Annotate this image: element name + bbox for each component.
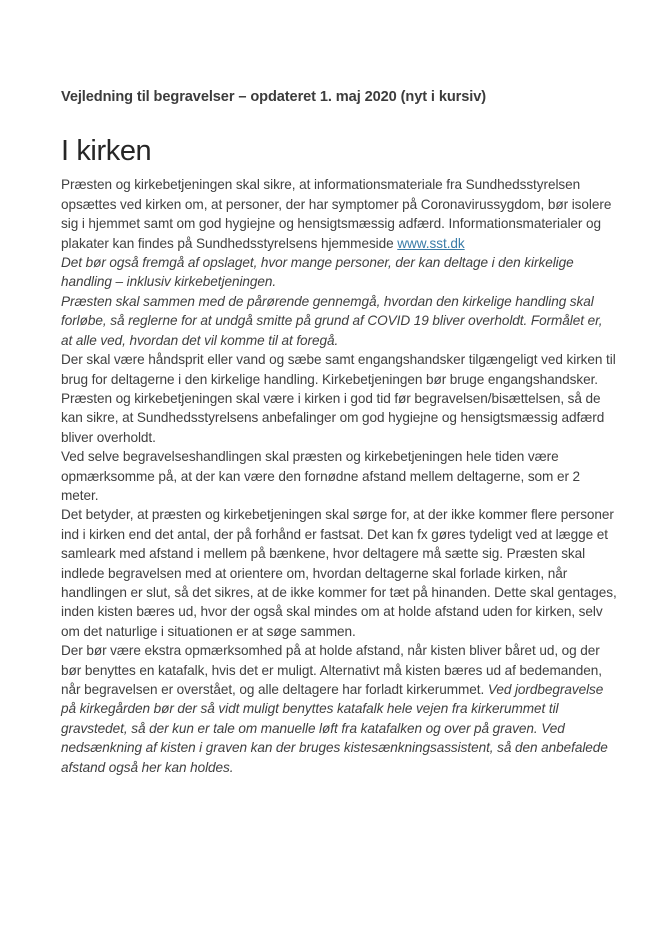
paragraph-5: Præsten og kirkebetjeningen skal være i kirken i god tid før begravelsen/bisættelsen, så de kan sikre, at Sundhedsstyrelsens anbefalinger om god hygiejne og hensigtsmæssig adfærd bliver overholdt. <box>61 390 605 445</box>
section-heading: I kirken <box>61 134 152 167</box>
paragraph-8-normal-text: Der bør være ekstra opmærksomhed på at holde afstand, når kisten bliver båret ud, og der bør benyttes en katafalk, hvis det er muligt. Alternativt må kisten bæres ud af bedemanden, når begravelsen er overstået, og alle deltagere har forladt kirkerummet. <box>61 643 602 697</box>
page-title: Vejledning til begravelser – opdateret 1. maj 2020 (nyt i kursiv) <box>61 89 486 105</box>
paragraph-3: Præsten skal sammen med de pårørende gennemgå, hvordan den kirkelige handling skal forløbe, så reglerne for at undgå smitte på grund af COVID 19 bliver overholdt. Formålet er, at alle ved, hvordan det vil komme til at foregå. <box>61 293 603 348</box>
paragraph-8-italic-text: Ved jordbegravelse på kirkegården bør der så vidt muligt benyttes katafalk hele vejen fra kirkerummet til gravstedet, så der kun er tale om manuelle løft fra katafalken og over på graven. Ved nedsænkning af kisten i graven kan der bruges kistesænkningsassistent, så den anbefalede afstand også her kan holdes. <box>61 682 608 775</box>
paragraph-1-text: Præsten og kirkebetjeningen skal sikre, at informationsmateriale fra Sundhedsstyrelsen opsættes ved kirken om, at personer, der har symptomer på Coronavirussygdom, bør isolere sig i hjemmet samt om god hygiejne og hensigtsmæssig adfærd. Informationsmaterialer og plakater kan findes på Sundhedsstyrelsens hjemmeside <box>61 177 612 251</box>
paragraph-7: Det betyder, at præsten og kirkebetjeningen skal sørge for, at der ikke kommer flere personer ind i kirken end det antal, der på forhånd er fastsat. Det kan fx gøres tydeligt ved at lægge et samleark med afstand i mellem på bænkene, hvor deltagere må sætte sig. Præsten skal indlede begravelsen med at orientere om, hvordan deltagerne skal forlade kirken, når handlingen er slut, så det sikres, at de ikke kommer for tæt på hinanden. Dette skal gentages, inden kisten bæres ud, hvor der også skal mindes om at holde afstand uden for kirken, selv om det naturlige i situationen er at søge sammen. <box>61 507 617 639</box>
paragraph-4: Der skal være håndsprit eller vand og sæbe samt engangshandsker tilgængeligt ved kirken til brug for deltagerne i den kirkelige handling. Kirkebetjeningen bør bruge engangshandsker. <box>61 352 616 387</box>
paragraph-8 <box>61 641 617 777</box>
document-body <box>61 88 617 777</box>
paragraph-2: Det bør også fremgå af opslaget, hvor mange personer, der kan deltage i den kirkelige handling – inklusiv kirkebetjeningen. <box>61 255 574 290</box>
sst-website-link[interactable]: www.sst.dk <box>397 235 465 251</box>
paragraph-6: Ved selve begravelseshandlingen skal præsten og kirkebetjeningen hele tiden være opmærksomme på, at der kan være den fornødne afstand mellem deltagerne, som er 2 meter. <box>61 449 581 503</box>
paragraph-1 <box>61 175 617 253</box>
